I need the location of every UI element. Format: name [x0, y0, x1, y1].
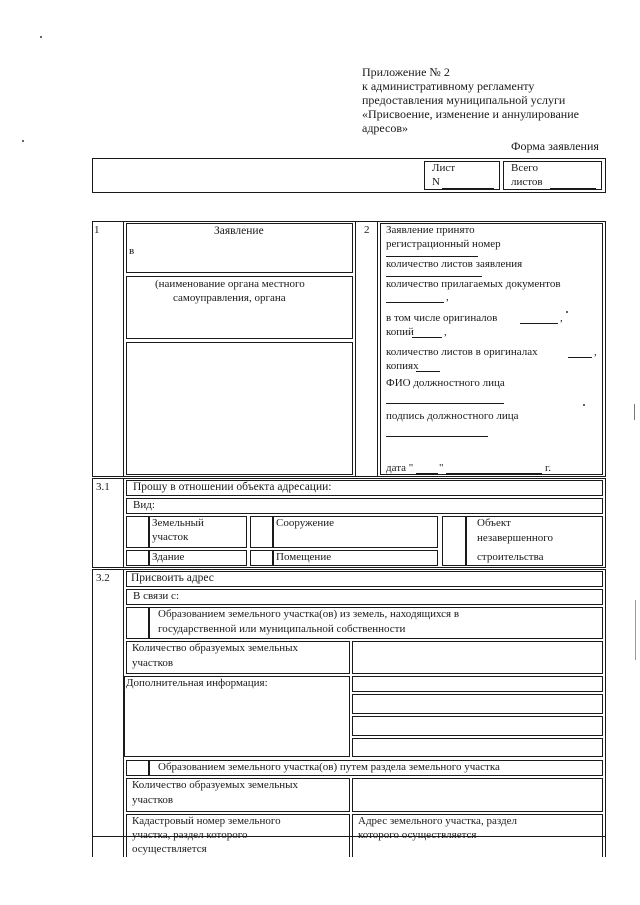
due-to-label: В связи с: — [133, 590, 179, 602]
scan-edge-mark — [635, 600, 636, 660]
structure-label: Сооружение — [276, 517, 335, 529]
plot-count2-label: участков — [132, 794, 174, 806]
unfinished-object-label: незавершенного — [477, 532, 554, 544]
building-label: Здание — [152, 551, 185, 563]
docs-count-label: количество прилагаемых документов — [386, 278, 561, 290]
cadastral-number-label: участка, раздел которого — [132, 829, 248, 841]
scan-speck — [22, 140, 24, 142]
copies2-field[interactable] — [416, 371, 440, 372]
additional-info-label: Дополнительная информация: — [126, 677, 268, 689]
section-number-1: 1 — [94, 224, 100, 236]
appendix-title: Приложение № 2 — [362, 65, 450, 79]
cadastral-number-label: осуществляется — [132, 843, 207, 855]
plot-count2-input[interactable] — [352, 778, 603, 812]
reg-number-label: регистрационный номер — [386, 238, 501, 250]
docs-count-field[interactable] — [386, 302, 444, 303]
plot-count-label: Количество образуемых земельных — [132, 642, 299, 654]
sheet-number-field[interactable] — [442, 188, 494, 189]
official-sign-field[interactable] — [386, 436, 488, 437]
unfinished-object-checkbox[interactable] — [442, 516, 466, 566]
date-quote: " — [439, 462, 444, 474]
plot-count-label: участков — [132, 657, 174, 669]
premises-label: Помещение — [276, 551, 332, 563]
request-label: Прошу в отношении объекта адресации: — [133, 481, 332, 493]
kind-label: Вид: — [133, 499, 155, 511]
reg-number-field[interactable] — [386, 256, 478, 257]
comma: , — [444, 326, 447, 338]
formation-division-checkbox[interactable] — [126, 760, 149, 776]
section-number-2: 2 — [364, 224, 370, 236]
section-number-3-2: 3.2 — [96, 572, 110, 584]
land-plot-checkbox[interactable] — [126, 516, 149, 548]
date-month-year-field[interactable] — [446, 473, 542, 474]
total-label: Всего — [511, 162, 538, 174]
additional-info-input-4[interactable] — [352, 738, 603, 757]
land-plot-label: Земельный — [152, 517, 204, 529]
comma: , — [446, 291, 449, 303]
accepted-label: Заявление принято — [386, 224, 475, 236]
authority-hint: самоуправления, органа — [173, 292, 286, 304]
cadastral-number-label: Кадастровый номер земельного — [132, 815, 281, 827]
structure-checkbox[interactable] — [250, 516, 273, 548]
building-checkbox[interactable] — [126, 550, 149, 566]
additional-info-input-1[interactable] — [352, 676, 603, 692]
official-sign-label: подпись должностного лица — [386, 410, 519, 422]
comma: , — [594, 346, 597, 358]
scan-edge-mark — [634, 404, 635, 420]
formation-state-land-checkbox[interactable] — [126, 607, 149, 639]
sheet-label: Лист — [432, 162, 456, 174]
total-sheets-field[interactable] — [550, 188, 596, 189]
copies-label: копий — [386, 326, 414, 338]
appendix-line: адресов» — [362, 121, 409, 135]
authority-hint: (наименование органа местного — [155, 278, 305, 290]
scan-speck — [566, 311, 568, 313]
additional-info-input-3[interactable] — [352, 716, 603, 736]
formation-division-label: Образованием земельного участка(ов) путем раздела земельного участка — [158, 761, 500, 773]
sheets-count-field[interactable] — [386, 276, 482, 277]
official-name-label: ФИО должностного лица — [386, 377, 505, 389]
plot-count-input[interactable] — [352, 641, 603, 674]
section-number-3-1: 3.1 — [96, 481, 110, 493]
appendix-line: предоставления муниципальной услуги — [362, 93, 566, 107]
plot-address-label: которого осуществляется — [358, 829, 477, 841]
authority-continue-cell[interactable] — [126, 342, 353, 475]
sheet-number-label: N — [432, 176, 440, 188]
copies-field[interactable] — [412, 337, 442, 338]
formation-state-land-label: Образованием земельного участка(ов) из земель, находящихся в — [158, 608, 460, 620]
originals-field[interactable] — [520, 323, 558, 324]
due-to-row — [126, 589, 603, 605]
formation-state-land-label: государственной или муниципальной собственности — [158, 623, 406, 635]
application-title: Заявление — [214, 225, 264, 237]
date-day-field[interactable] — [416, 473, 438, 474]
comma: , — [560, 312, 563, 324]
date-year-suffix: г. — [545, 462, 552, 474]
plot-address-label: Адрес земельного участка, раздел — [358, 815, 517, 827]
land-plot-label: участок — [152, 531, 189, 543]
scan-speck — [583, 404, 585, 406]
assign-label: Присвоить адрес — [131, 572, 214, 584]
premises-checkbox[interactable] — [250, 550, 273, 566]
kind-row — [126, 498, 603, 514]
appendix-line: «Присвоение, изменение и аннулирование — [362, 107, 579, 121]
copies2-label: копиях — [386, 360, 419, 372]
date-label: дата " — [386, 462, 414, 474]
form-label: Форма заявления — [511, 139, 599, 153]
unfinished-object-label: строительства — [477, 551, 544, 563]
originals-label: в том числе оригиналов — [386, 312, 498, 324]
unfinished-object-label: Объект — [477, 517, 511, 529]
orig-sheets-label: количество листов в оригиналах — [386, 346, 538, 358]
plot-count2-label: Количество образуемых земельных — [132, 779, 299, 791]
scan-speck — [40, 36, 42, 38]
total-sheets-label: листов — [511, 176, 543, 188]
orig-sheets-field[interactable] — [568, 357, 592, 358]
additional-info-input-2[interactable] — [352, 694, 603, 714]
sheets-count-label: количество листов заявления — [386, 258, 523, 270]
to-prefix: в — [129, 245, 135, 257]
official-name-field[interactable] — [386, 403, 504, 404]
appendix-line: к административному регламенту — [362, 79, 535, 93]
